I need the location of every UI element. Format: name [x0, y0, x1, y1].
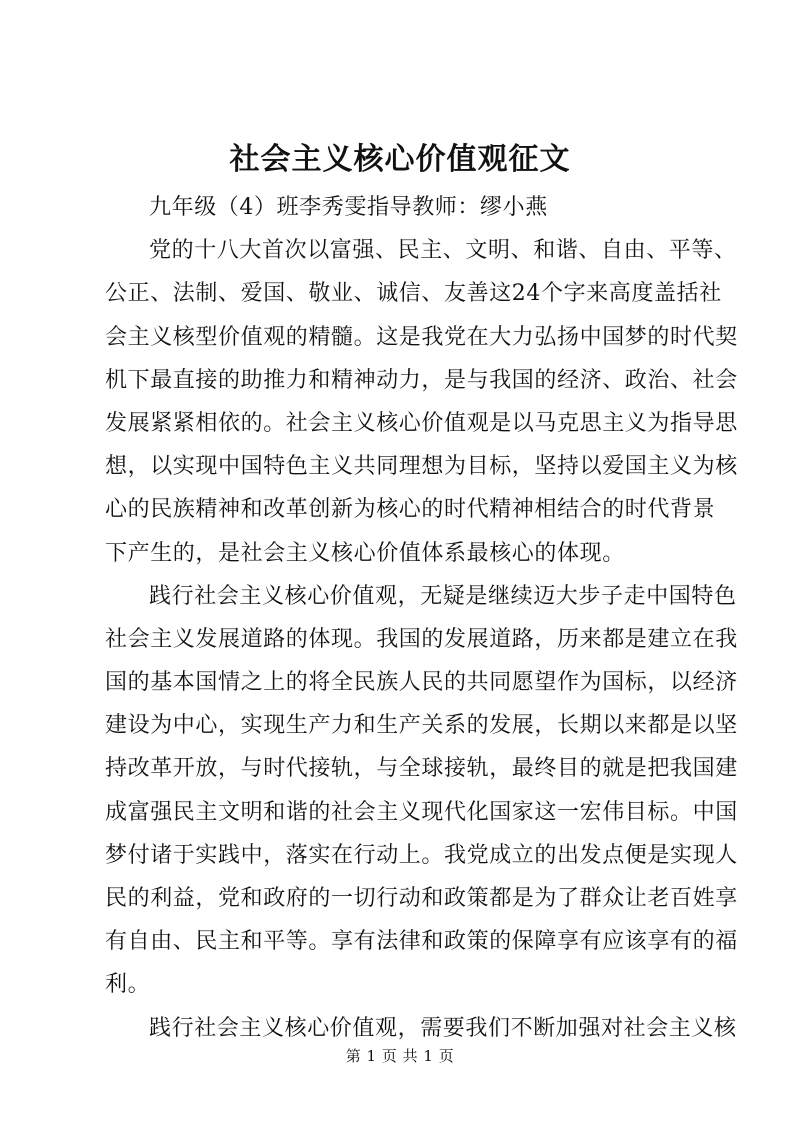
author-line: 九年级（4）班李秀雯指导教师：缪小燕 — [149, 195, 548, 220]
paragraph-line: 建设为中心，实现生产力和生产关系的发展，长期以来都是以坚 — [105, 713, 738, 739]
paragraph-line: 持改革开放，与时代接轨，与全球接轨，最终目的就是把我国建 — [105, 756, 738, 782]
paragraph-line: 梦付诸于实践中，落实在行动上。我党成立的出发点便是实现人 — [105, 842, 738, 868]
paragraph-line: 下产生的，是社会主义核心价值体系最核心的体现。 — [105, 540, 625, 566]
paragraph-line: 成富强民主文明和谐的社会主义现代化国家这一宏伟目标。中国 — [105, 799, 738, 825]
paragraph-line: 心的民族精神和改革创新为核心的时代精神相结合的时代背景 — [105, 497, 716, 523]
paragraph-line: 会主义核型价值观的精髓。这是我党在大力弘扬中国梦的时代契 — [105, 324, 738, 350]
paragraph-line: 国的基本国情之上的将全民族人民的共同愿望作为国标，以经济 — [105, 670, 738, 696]
paragraph-line: 党的十八大首次以富强、民主、文明、和谐、自由、平等、 — [149, 238, 737, 264]
paragraph-line: 民的利益，党和政府的一切行动和政策都是为了群众让老百姓享 — [105, 886, 738, 911]
paragraph-line: 机下最直接的助推力和精神动力，是与我国的经济、政治、社会 — [105, 367, 738, 393]
paragraph-line: 有自由、民主和平等。享有法律和政策的保障享有应该享有的福 — [105, 929, 738, 955]
paragraph-line: 公正、法制、爱国、敬业、诚信、友善这24个字来高度盖括社 — [105, 281, 722, 307]
paragraph-line: 践行社会主义核心价值观，需要我们不断加强对社会主义核 — [149, 1015, 737, 1041]
page-footer: 第 1 页 共 1 页 — [345, 1047, 455, 1065]
paragraph-line: 发展紧紧相依的。社会主义核心价值观是以马克思主义为指导思 — [105, 410, 738, 436]
paragraph-line: 利。 — [105, 972, 151, 998]
paragraph-line: 社会主义发展道路的体现。我国的发展道路，历来都是建立在我 — [105, 626, 738, 652]
paragraph-line: 想，以实现中国特色主义共同理想为目标，坚持以爱国主义为核 — [105, 454, 738, 480]
document-title: 社会主义核心价值观征文 — [229, 142, 571, 177]
paragraph-line: 践行社会主义核心价值观，无疑是继续迈大步子走中国特色 — [149, 583, 737, 609]
document-body — [105, 186, 738, 1050]
